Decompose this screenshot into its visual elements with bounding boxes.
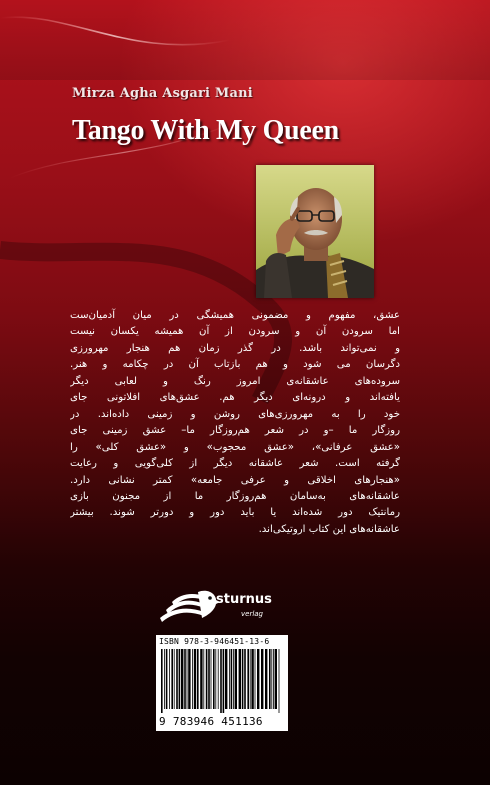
barcode-bar — [279, 649, 280, 713]
barcode-bar — [275, 649, 277, 709]
blurb-line: رمانتیک دور شده‌اند یا باید دور و دورتر شوند. بیشتر — [70, 507, 400, 519]
barcode-bar — [181, 649, 183, 709]
barcode-bar — [194, 649, 196, 709]
blurb-line: یافته‌اند و درونه‌ای دیگر هم. عشق‌های افلاتونی جای — [70, 392, 400, 404]
barcode-bar — [261, 649, 263, 709]
barcode-bar — [223, 649, 225, 713]
barcode-bar — [265, 649, 267, 709]
barcode-bar — [247, 649, 249, 709]
barcode-bar — [187, 649, 188, 709]
barcode-bar — [179, 649, 181, 709]
barcode-bar — [242, 649, 244, 709]
barcode-bar — [225, 649, 227, 709]
persian-blurb — [70, 308, 400, 538]
barcode-bar — [161, 649, 163, 713]
author-name: Mirza Agha Asgari Mani — [72, 86, 253, 101]
barcode-bar — [231, 649, 233, 709]
blurb-line: روزگار ما –و در شعر هم‌روزگار ما– عشق زمینی جای — [70, 425, 400, 437]
barcode-bar — [166, 649, 168, 709]
barcode-bar — [255, 649, 256, 709]
barcode-bar — [203, 649, 204, 709]
barcode-bar — [250, 649, 251, 709]
barcode-bar — [233, 649, 234, 709]
publisher-name: sturnus — [216, 592, 272, 607]
blurb-line: اما سرودن آن و سرودن از آن همیشه یکسان نیست — [70, 326, 400, 338]
blurb-line: «عشق عرفانی»، «عشق محجوب» و «عشق کلی» را — [70, 441, 400, 453]
barcode-bar — [269, 649, 271, 709]
blurb-line: عاشقانه‌های به‌سامان هم‌روزگار ما از مجنون بازی — [70, 490, 400, 502]
barcode-bar — [229, 649, 230, 709]
barcode-bar — [220, 649, 222, 713]
author-photo — [256, 165, 374, 298]
publisher-logo — [158, 582, 288, 632]
barcode-bar — [192, 649, 193, 709]
barcode-bar — [215, 649, 216, 709]
barcode-bar — [171, 649, 173, 709]
book-title: Tango With My Queen — [72, 115, 339, 146]
barcode-bar — [239, 649, 241, 709]
barcode-bar — [273, 649, 274, 709]
barcode-bar — [218, 649, 219, 709]
blurb-line: گرفته است. شعر عاشقانه دیگر از کلی‌گویی و رعایت — [70, 458, 400, 470]
barcode-bar — [208, 649, 210, 709]
barcode-bar — [235, 649, 237, 709]
barcode-bar — [244, 649, 246, 709]
barcode-bar — [169, 649, 170, 709]
barcode-bar — [174, 649, 175, 709]
isbn-barcode — [156, 635, 288, 731]
barcode-bars — [159, 649, 285, 713]
barcode-bar — [257, 649, 259, 709]
barcode-bar — [200, 649, 202, 709]
blurb-line: خود را به مهرورزی‌های روشن و زمینی داده‌اند. در — [70, 408, 400, 420]
barcode-bar — [197, 649, 199, 709]
blurb-line: «هنجارهای اخلاقی و عرفی جامعه» کمتر نشانی دارد. — [70, 474, 400, 486]
barcode-bar — [164, 649, 165, 709]
bird-book-icon — [158, 586, 220, 626]
barcode-bar — [251, 649, 253, 709]
isbn-text: ISBN 978-3-946451-13-6 — [159, 637, 270, 646]
barcode-bar — [184, 649, 186, 709]
publisher-subtitle: verlag — [241, 610, 264, 618]
blurb-line: و نمی‌تواند باشد. در گذر زمان هم هنجار مهرورزی — [70, 342, 400, 354]
barcode-bar — [213, 649, 215, 709]
barcode-bar — [211, 649, 212, 709]
barcode-bar — [176, 649, 178, 709]
barcode-bar — [188, 649, 190, 709]
barcode-bar — [206, 649, 208, 709]
blurb-line: سروده‌های عاشقانه‌ی امروز رنگ و لعابی دیگر — [70, 375, 400, 387]
barcode-digits: 9 783946 451136 — [159, 715, 263, 728]
blurb-line: عاشقانه‌های این کتاب اروتیکی‌اند. — [258, 523, 400, 535]
barcode-bar — [271, 649, 272, 709]
blurb-line: عشق، مفهوم و مضمونی همیشگی در میان آدمیان‌ست — [70, 310, 400, 321]
blurb-line: دگرسان می شود و هم بازتاب آن در چکامه و هنر. — [70, 359, 400, 371]
